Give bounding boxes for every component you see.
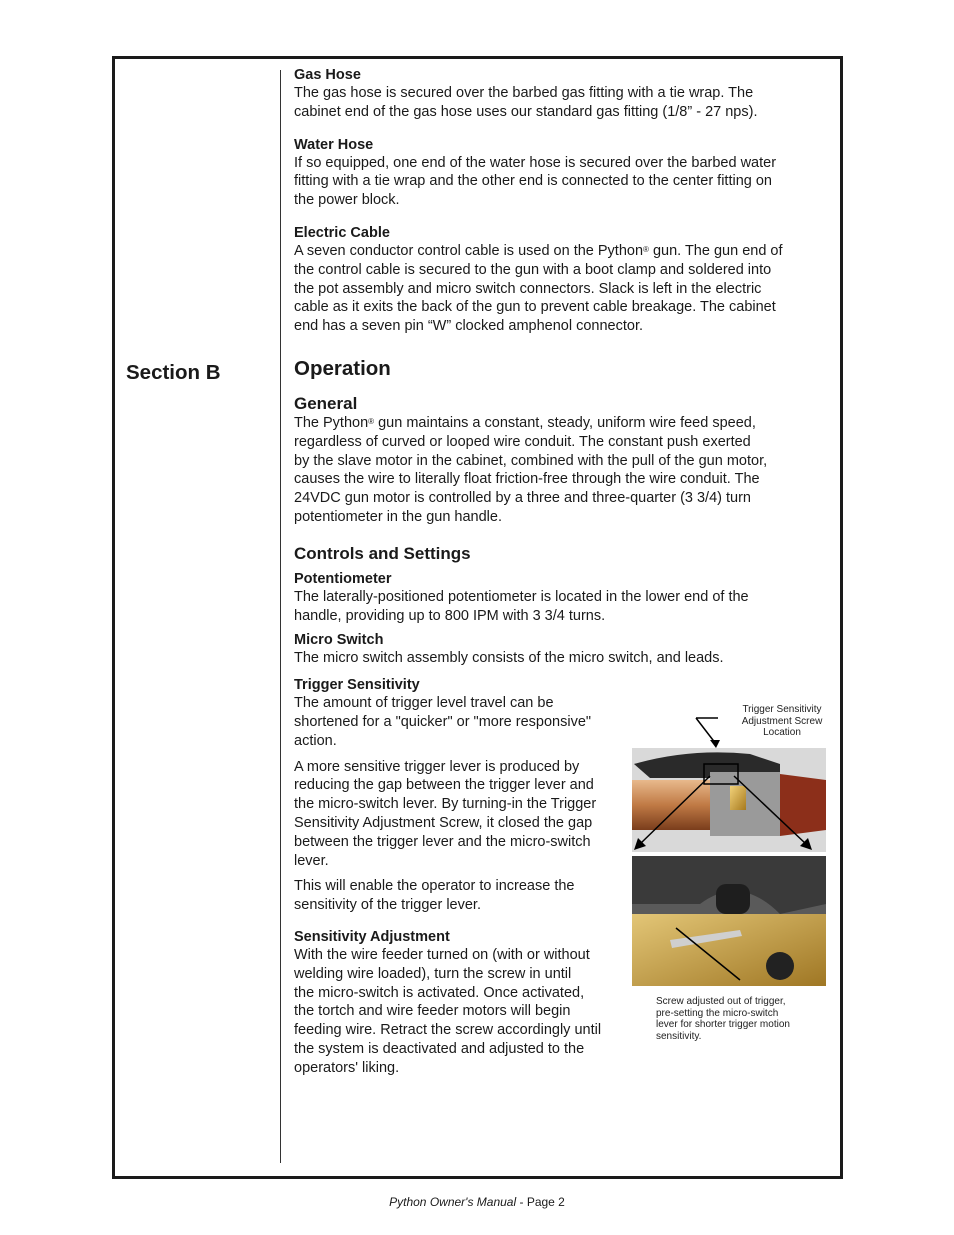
page-footer bbox=[0, 1195, 954, 1209]
caption-line: pre-setting the micro-switch bbox=[656, 1007, 779, 1019]
operation-heading: Operation bbox=[294, 356, 391, 380]
sensitivity-line: the tortch and wire feeder motors will begin bbox=[294, 1003, 571, 1020]
trigger-line: The amount of trigger level travel can be bbox=[294, 695, 554, 712]
general-section bbox=[294, 393, 830, 527]
potentiometer-line: handle, providing up to 800 IPM with 3 3/4 turns. bbox=[294, 607, 606, 624]
gas-hose-line: The gas hose is secured over the barbed gas fitting with a tie wrap. The bbox=[294, 85, 754, 101]
trigger-line: the micro-switch lever. By turning-in the Trigger bbox=[294, 796, 597, 813]
gas-hose-heading: Gas Hose bbox=[294, 67, 361, 83]
trigger-line: action. bbox=[294, 732, 337, 749]
electric-cable-line: the pot assembly and micro switch connectors. Slack is left in the electric bbox=[294, 280, 762, 297]
gas-hose-line: cabinet end of the gas hose uses our standard gas fitting (1/8” - 27 nps). bbox=[294, 103, 758, 120]
electric-cable-line: cable as it exits the back of the gun to prevent cable breakage. The cabinet bbox=[294, 299, 776, 316]
general-line: by the slave motor in the cabinet, combined with the pull of the gun motor, bbox=[294, 452, 768, 469]
sensitivity-line: feeding wire. Retract the screw accordingly until bbox=[294, 1022, 602, 1039]
sensitivity-line: the micro-switch is activated. Once activated, bbox=[294, 984, 585, 1001]
registered-mark: ® bbox=[643, 244, 649, 254]
general-line bbox=[294, 414, 830, 433]
column-divider bbox=[280, 70, 281, 1163]
footer-manual-title: Python Owner's Manual bbox=[389, 1195, 517, 1209]
caption-line: Screw adjusted out of trigger, bbox=[656, 996, 786, 1007]
sensitivity-line: With the wire feeder turned on (with or without bbox=[294, 946, 590, 963]
electric-cable-line: the control cable is secured to the gun with a boot clamp and soldered into bbox=[294, 261, 772, 278]
caption-line: Adjustment Screw bbox=[741, 715, 823, 727]
caption-line: sensitivity. bbox=[656, 1030, 702, 1042]
sensitivity-line: the system is deactivated and adjusted to the bbox=[294, 1040, 585, 1057]
trigger-line: shortened for a "quicker" or "more responsive" bbox=[294, 713, 592, 730]
water-hose-line: If so equipped, one end of the water hose is secured over the barbed water bbox=[294, 154, 777, 171]
caption-line: Trigger Sensitivity bbox=[742, 704, 822, 715]
water-hose-line: fitting with a tie wrap and the other end is connected to the center fitting on bbox=[294, 173, 772, 190]
text-span: gun maintains a constant, steady, uniform wire feed speed, bbox=[374, 414, 756, 431]
text-span: A seven conductor control cable is used on the Python bbox=[294, 242, 644, 259]
sensitivity-line: welding wire loaded), turn the screw in until bbox=[294, 965, 572, 982]
arrow-head bbox=[710, 740, 720, 748]
gun-photo-illustration bbox=[630, 704, 830, 994]
general-line: 24VDC gun motor is controlled by a three and three-quarter (3 3/4) turn bbox=[294, 490, 751, 507]
general-line: causes the wire to literally float friction-free through the wire conduit. The bbox=[294, 471, 760, 488]
trigger-opening bbox=[716, 884, 750, 914]
caption-line: Location bbox=[763, 727, 801, 738]
trigger-figure bbox=[630, 704, 830, 1044]
potentiometer-section bbox=[294, 570, 830, 626]
registered-mark: ® bbox=[368, 416, 375, 426]
electric-cable-section bbox=[294, 224, 830, 336]
potentiometer-heading: Potentiometer bbox=[294, 570, 392, 587]
water-hose-section bbox=[294, 136, 830, 210]
gas-hose-section bbox=[294, 66, 830, 122]
brass-body bbox=[632, 914, 826, 986]
trigger-line: Sensitivity Adjustment Screw, it closed the gap bbox=[294, 814, 593, 831]
trigger-line: between the trigger lever and the micro-switch bbox=[294, 833, 591, 850]
water-hose-heading: Water Hose bbox=[294, 136, 374, 153]
figure-caption-bottom bbox=[656, 996, 826, 1042]
brass-part bbox=[730, 786, 746, 810]
water-hose-line: the power block. bbox=[294, 192, 400, 209]
electric-cable-heading: Electric Cable bbox=[294, 224, 390, 241]
sensitivity-heading: Sensitivity Adjustment bbox=[294, 928, 450, 945]
electric-cable-line bbox=[294, 242, 830, 261]
caption-line: lever for shorter trigger motion bbox=[656, 1019, 790, 1030]
text-span: The Python bbox=[294, 414, 369, 431]
trigger-line: reducing the gap between the trigger lever and bbox=[294, 777, 594, 794]
text-span: gun. The gun end of bbox=[648, 242, 783, 259]
screw-knob bbox=[766, 952, 794, 980]
trigger-line: A more sensitive trigger lever is produced by bbox=[294, 758, 580, 775]
potentiometer-line: The laterally-positioned potentiometer is located in the lower end of the bbox=[294, 588, 749, 605]
sensitivity-line: operators' liking. bbox=[294, 1059, 400, 1076]
section-label: Section B bbox=[126, 361, 221, 384]
footer-page-number: - Page 2 bbox=[516, 1195, 565, 1209]
micro-switch-line: The micro switch assembly consists of the micro switch, and leads. bbox=[294, 650, 724, 667]
general-line: regardless of curved or looped wire conduit. The constant push exerted bbox=[294, 433, 751, 450]
controls-heading: Controls and Settings bbox=[294, 543, 471, 563]
general-heading: General bbox=[294, 393, 358, 413]
trigger-line: sensitivity of the trigger lever. bbox=[294, 897, 481, 914]
trigger-heading: Trigger Sensitivity bbox=[294, 677, 420, 694]
general-line: potentiometer in the gun handle. bbox=[294, 508, 502, 525]
trigger-line: lever. bbox=[294, 852, 329, 869]
electric-cable-line: end has a seven pin “W” clocked amphenol connector. bbox=[294, 318, 644, 335]
micro-switch-section bbox=[294, 631, 830, 668]
micro-switch-heading: Micro Switch bbox=[294, 632, 384, 649]
trigger-line: This will enable the operator to increase the bbox=[294, 878, 575, 895]
